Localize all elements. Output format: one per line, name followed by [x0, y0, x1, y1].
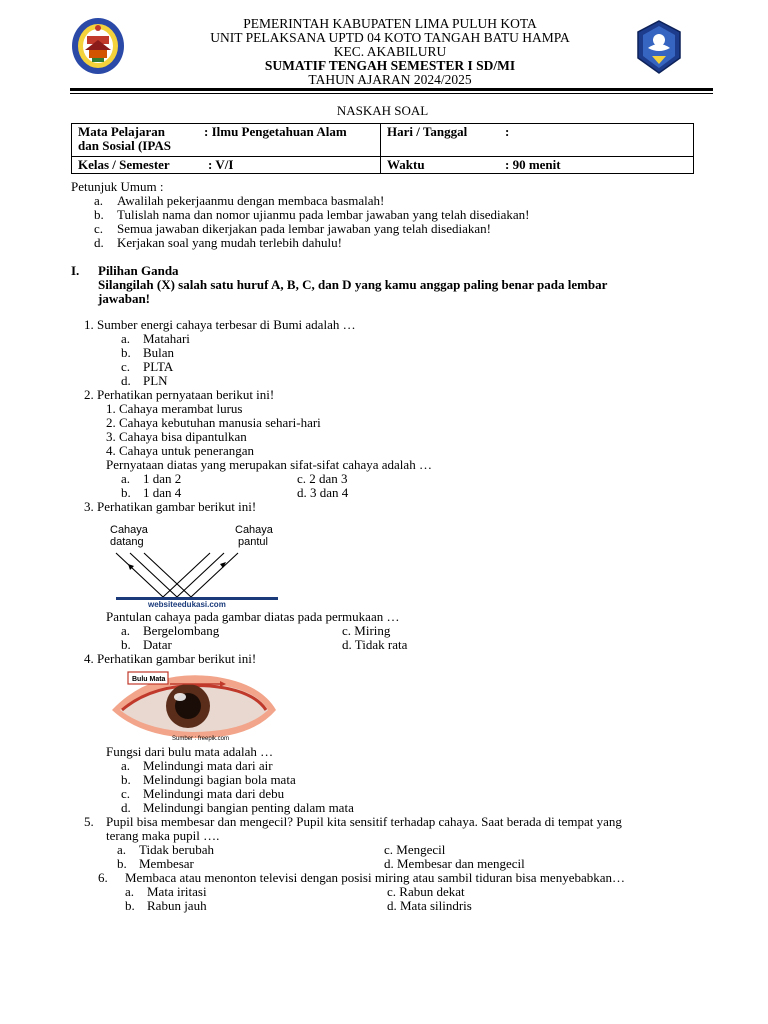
petunjuk-title: Petunjuk Umum : [71, 179, 164, 194]
q4-letter-c: c. [121, 786, 131, 801]
q1-letter-b: b. [121, 345, 131, 360]
q2-option-a: 1 dan 2 [143, 471, 182, 486]
kelas-label: Kelas / Semester [78, 157, 170, 172]
hari-label: Hari / Tanggal [387, 124, 468, 139]
q1-option-c: PLTA [143, 359, 174, 374]
naskah-title: NASKAH SOAL [336, 103, 429, 118]
q6-letter-a: a. [125, 884, 135, 899]
regency-logo [70, 16, 126, 76]
mapel-label: Mata Pelajaran [78, 124, 166, 139]
header-line4: SUMATIF TENGAH SEMESTER I SD/MI [264, 58, 516, 73]
q2-statement-1: 1. Cahaya merambat lurus [106, 401, 243, 416]
mapel-cell [72, 124, 381, 157]
kelas-value: : V/I [208, 157, 234, 172]
q5-text-cont: terang maka pupil …. [106, 828, 220, 843]
section-title: Pilihan Ganda [98, 263, 179, 278]
info-table [71, 123, 694, 174]
petunjuk-letter-c: c. [94, 221, 104, 236]
header-line2: UNIT PELAKSANA UPTD 04 KOTO TANGAH BATU HAMPA [210, 30, 570, 45]
q6-text: Membaca atau menonton televisi dengan posisi miring atau sambil tiduran bisa menyebabkan… [125, 870, 626, 885]
section-number: I. [71, 263, 80, 278]
q5-option-c: c. Mengecil [384, 842, 446, 857]
mapel-value-cont: dan Sosial (IPAS [78, 138, 171, 153]
q5-letter-b: b. [117, 856, 127, 871]
q3-option-a: Bergelombang [143, 623, 220, 638]
q1-option-d: PLN [143, 373, 168, 388]
q4-text: 4. Perhatikan gambar berikut ini! [84, 651, 257, 666]
q5-option-b: Membesar [139, 856, 194, 871]
q6-option-b: Rabun jauh [147, 898, 207, 913]
header-line1: PEMERINTAH KABUPATEN LIMA PULUH KOTA [243, 16, 537, 31]
q4-option-d: Melindungi bangian penting dalam mata [143, 800, 354, 815]
q1-text: 1. Sumber energi cahaya terbesar di Bumi adalah … [84, 317, 356, 332]
tut-wuri-logo [634, 20, 684, 74]
q4-fig-caption: Sumber : freepik.com [172, 736, 230, 742]
q2-statement-4: 4. Cahaya untuk penerangan [106, 443, 255, 458]
q2-question: Pernyataan diatas yang merupakan sifat-sifat cahaya adalah … [106, 457, 432, 472]
q1-letter-c: c. [121, 359, 131, 374]
waktu-label: Waktu [387, 157, 425, 172]
kelas-cell [72, 157, 381, 174]
q3-fig-caption: websiteedukasi.com [148, 600, 226, 609]
petunjuk-text-b: Tulislah nama dan nomor ujianmu pada lembar jawaban yang telah disediakan! [117, 207, 530, 222]
header-line5: TAHUN AJARAN 2024/2025 [308, 72, 472, 87]
q1-letter-d: d. [121, 373, 131, 388]
hari-cell [381, 124, 694, 157]
q1-option-a: Matahari [143, 331, 190, 346]
q2-statement-3: 3. Cahaya bisa dipantulkan [106, 429, 247, 444]
petunjuk-text-a: Awalilah pekerjaanmu dengan membaca basmalah! [117, 193, 385, 208]
petunjuk-text-c: Semua jawaban dikerjakan pada lembar jawaban yang telah disediakan! [117, 221, 491, 236]
q3-text: 3. Perhatikan gambar berikut ini! [84, 499, 257, 514]
q6-option-d: d. Mata silindris [387, 898, 472, 913]
q4-question: Fungsi dari bulu mata adalah … [106, 744, 274, 759]
q2-option-d: d. 3 dan 4 [297, 485, 349, 500]
q5-option-d: d. Membesar dan mengecil [384, 856, 525, 871]
q1-option-b: Bulan [143, 345, 175, 360]
q3-option-d: d. Tidak rata [342, 637, 408, 652]
q3-reflection-figure [108, 520, 288, 610]
q2-option-b: 1 dan 4 [143, 485, 182, 500]
q6-option-a: Mata iritasi [147, 884, 207, 899]
petunjuk-letter-a: a. [94, 193, 104, 208]
q2-option-c: c. 2 dan 3 [297, 471, 348, 486]
q6-letter-b: b. [125, 898, 135, 913]
q2-text: 2. Perhatikan pernyataan berikut ini! [84, 387, 275, 402]
waktu-cell [381, 157, 694, 174]
q3-fig-label-right1: Cahaya [235, 524, 273, 536]
q4-option-c: Melindungi mata dari debu [143, 786, 285, 801]
q3-option-b: Datar [143, 637, 172, 652]
q4-letter-b: b. [121, 772, 131, 787]
q1-letter-a: a. [121, 331, 131, 346]
q4-option-a: Melindungi mata dari air [143, 758, 273, 773]
q4-letter-a: a. [121, 758, 131, 773]
q4-fig-label: Bulu Mata [132, 676, 166, 683]
q6-number: 6. [98, 870, 108, 885]
q4-option-b: Melindungi bagian bola mata [143, 772, 296, 787]
petunjuk-letter-b: b. [94, 207, 104, 222]
q3-fig-label-left1: Cahaya [110, 524, 148, 536]
mapel-value: : Ilmu Pengetahuan Alam [204, 124, 347, 139]
q5-letter-a: a. [117, 842, 127, 857]
section-instruction-cont: jawaban! [98, 291, 151, 306]
q4-eye-figure [110, 670, 278, 742]
header-line3: KEC. AKABILURU [333, 44, 447, 59]
q5-option-a: Tidak berubah [139, 842, 214, 857]
hari-value: : [505, 124, 510, 139]
q5-text: Pupil bisa membesar dan mengecil? Pupil kita sensitif terhadap cahaya. Saat berada di tempat yang [106, 814, 622, 829]
petunjuk-text-d: Kerjakan soal yang mudah terlebih dahulu! [117, 235, 342, 250]
q5-number: 5. [84, 814, 94, 829]
q4-letter-d: d. [121, 800, 131, 815]
q3-letter-a: a. [121, 623, 131, 638]
q3-fig-label-right2: pantul [238, 536, 268, 548]
waktu-value: : 90 menit [505, 157, 561, 172]
header-rule-thin [70, 93, 713, 94]
q3-fig-label-left2: datang [110, 536, 144, 548]
section-instruction: Silangilah (X) salah satu huruf A, B, C, dan D yang kamu anggap paling benar pada lembar [98, 277, 608, 292]
q2-letter-a: a. [121, 471, 131, 486]
q6-option-c: c. Rabun dekat [387, 884, 465, 899]
q3-question: Pantulan cahaya pada gambar diatas pada permukaan … [106, 609, 400, 624]
header-rule-thick [70, 88, 713, 91]
q3-option-c: c. Miring [342, 623, 391, 638]
q2-letter-b: b. [121, 485, 131, 500]
petunjuk-letter-d: d. [94, 235, 104, 250]
q2-statement-2: 2. Cahaya kebutuhan manusia sehari-hari [106, 415, 321, 430]
q3-letter-b: b. [121, 637, 131, 652]
